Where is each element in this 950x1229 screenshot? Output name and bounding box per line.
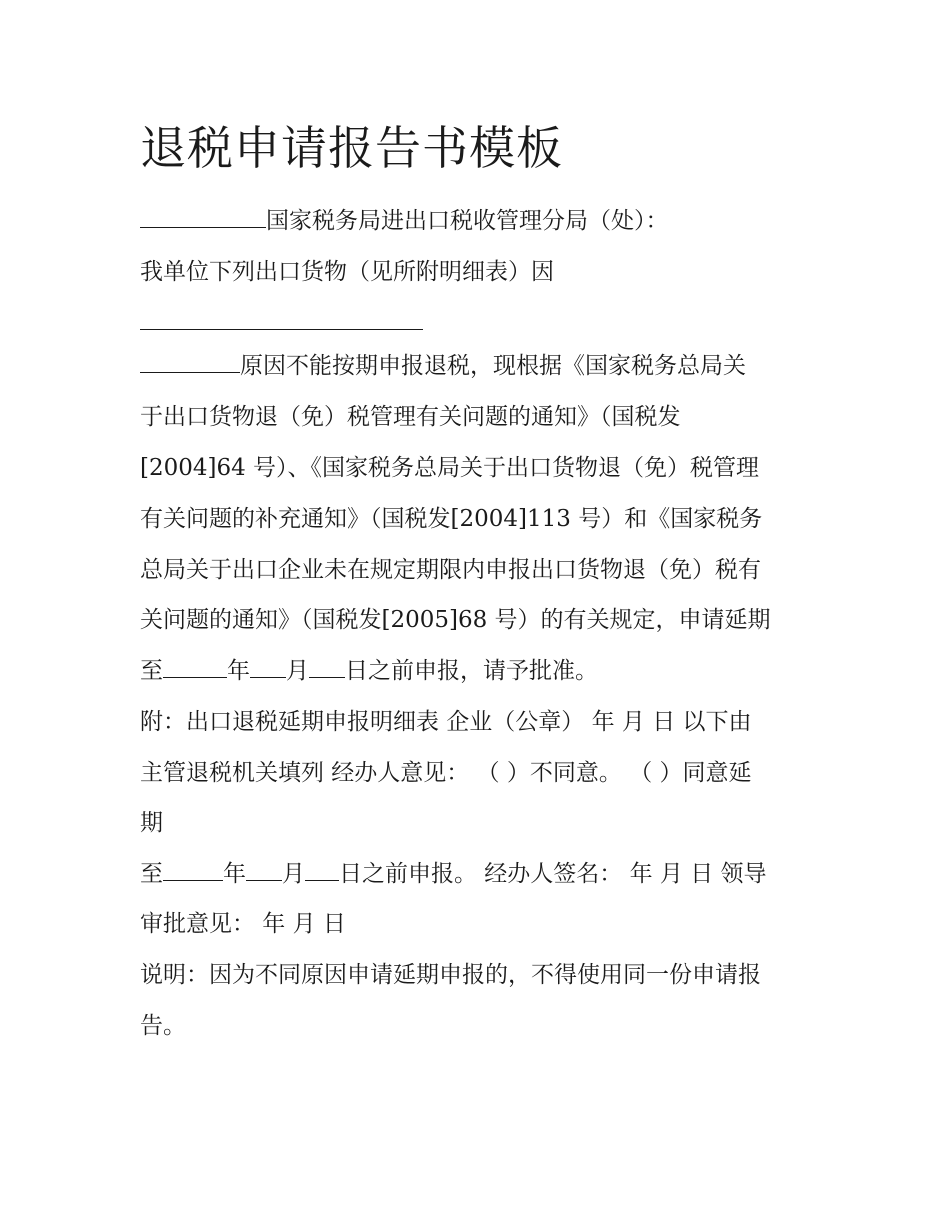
blank-line [140,308,423,338]
addressee-text: 国家税务局进出口税收管理分局（处）： [266,208,669,234]
fill-blank [140,207,266,228]
opinion-line-cont: 期 [140,810,163,836]
note-line: 说明：因为不同原因申请延期申报的，不得使用同一份申请报 [140,962,761,988]
fill-blank [140,352,240,373]
addressee-line [140,206,669,236]
document-title: 退税申请报告书模板 [140,121,563,175]
body-line-5: 于出口货物退（免）税管理有关问题的通知》（国税发 [140,404,681,430]
attachment-line: 附：出口退税延期申报明细表 企业（公章） 年 月 日 以下由 [140,709,752,735]
approval-date-line [140,859,767,889]
date-suffix: 日之前申报，请予批准。 [345,658,598,684]
year-label: 年 [223,861,246,887]
body-line-9: 关问题的通知》（国税发[2005]68 号）的有关规定，申请延期 [140,607,771,633]
body-line-4 [140,351,746,381]
year-blank [163,860,223,881]
year-blank [163,657,227,678]
fill-blank [140,309,423,330]
month-blank [250,657,286,678]
day-blank [309,657,345,678]
note-line-cont: 告。 [140,1013,186,1039]
month-blank [246,860,282,881]
body-line-2: 我单位下列出口货物（见所附明细表）因 [140,259,554,285]
opinion-line: 主管退税机关填列 经办人意见： （ ）不同意。 （ ）同意延 [140,760,752,786]
year-label: 年 [227,658,250,684]
date-request-line [140,656,598,686]
date-prefix: 至 [140,861,163,887]
leader-approval-line: 审批意见： 年 月 日 [140,911,346,937]
date-prefix: 至 [140,658,163,684]
body-line-7: 有关问题的补充通知》（国税发[2004]113 号）和《国家税务 [140,506,763,532]
date-suffix: 日之前申报。 经办人签名： 年 月 日 领导 [339,861,767,887]
day-blank [305,860,339,881]
body-line-4-text: 原因不能按期申报退税，现根据《国家税务总局关 [240,353,746,379]
body-line-8: 总局关于出口企业未在规定期限内申报出口货物退（免）税有 [140,557,761,583]
month-label: 月 [286,658,309,684]
body-line-6: [2004]64 号）、《国家税务总局关于出口货物退（免）税管理 [140,455,760,481]
month-label: 月 [282,861,305,887]
